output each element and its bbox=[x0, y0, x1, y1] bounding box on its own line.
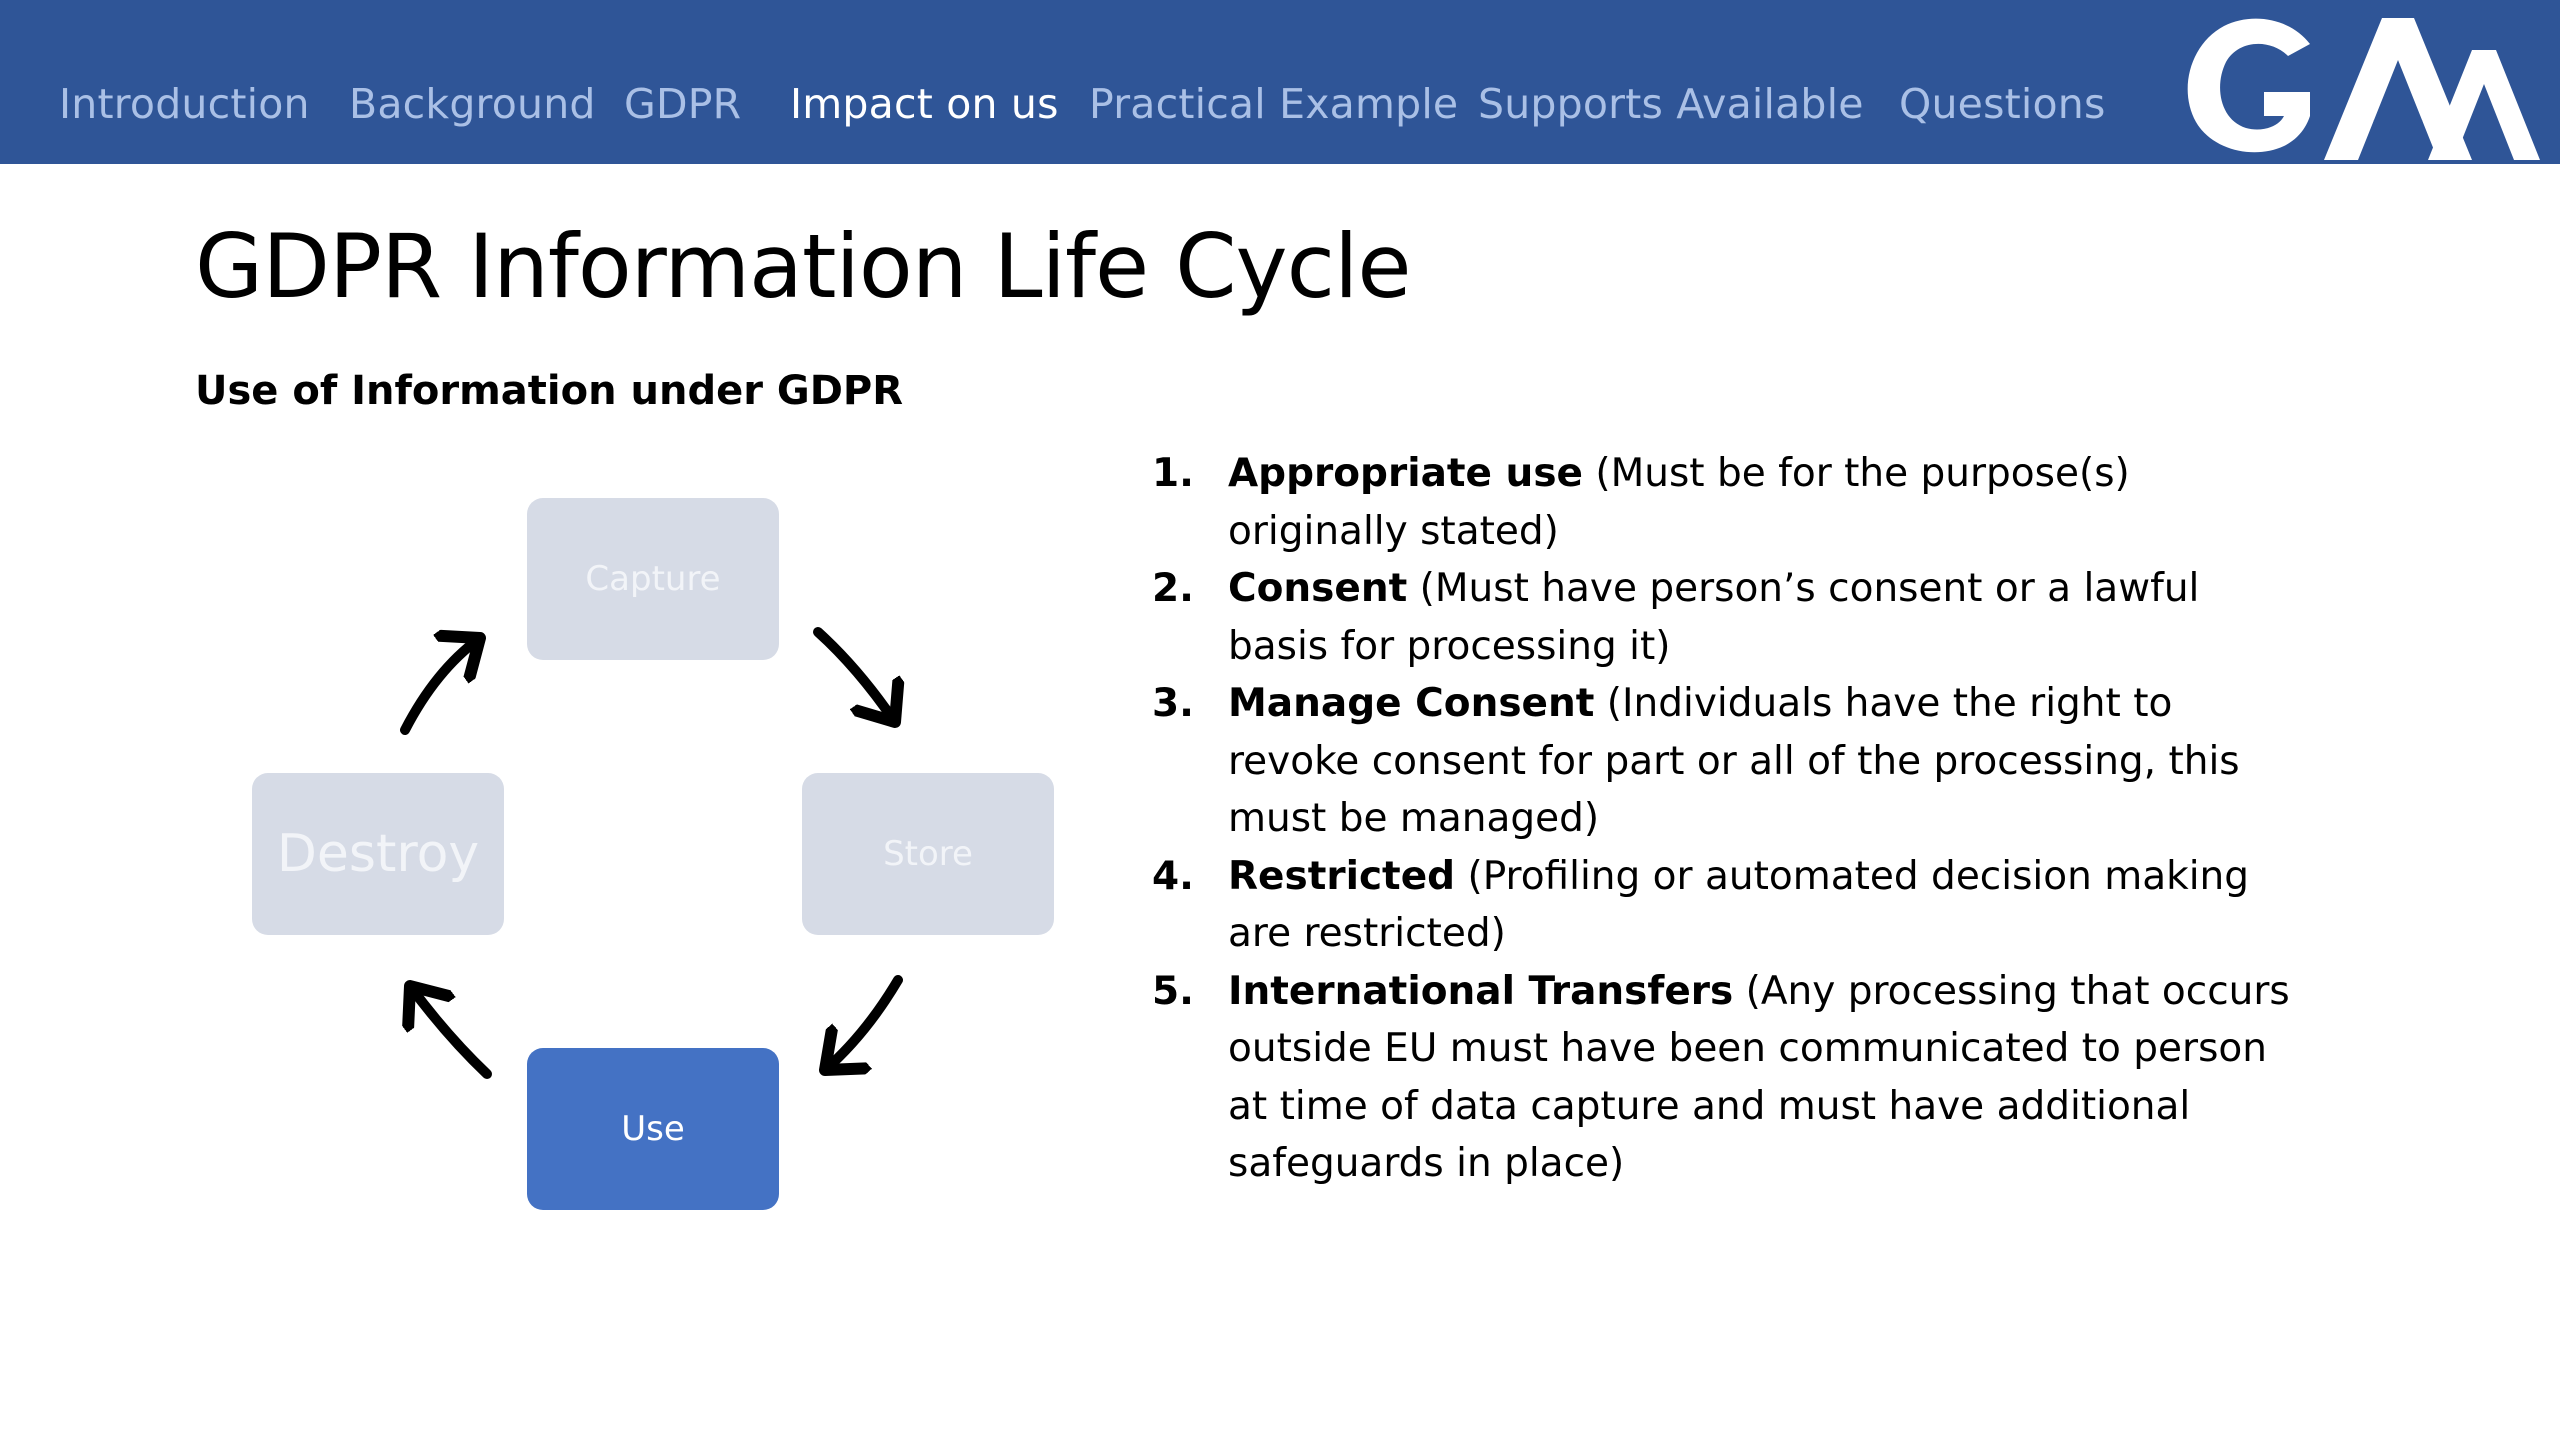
nav-questions[interactable]: Questions bbox=[1899, 80, 2106, 128]
list-item-detail: (Individuals have the right to revoke consent for part or all of the processing, this must be managed) bbox=[1228, 681, 2240, 841]
list-item-number: 3. bbox=[1152, 681, 1194, 726]
nav-introduction[interactable]: Introduction bbox=[59, 80, 310, 128]
list-item-number: 2. bbox=[1152, 566, 1194, 611]
list-item-term: Manage Consent bbox=[1228, 681, 1595, 726]
gaa-logo bbox=[2160, 0, 2560, 164]
gdpr-principles-list bbox=[1152, 445, 2292, 1193]
header-bar bbox=[0, 0, 2560, 164]
cycle-stage-store bbox=[802, 773, 1054, 935]
cycle-stage-destroy bbox=[252, 773, 504, 935]
curved-arrow-icon bbox=[825, 980, 898, 1070]
list-item-number: 4. bbox=[1152, 853, 1194, 899]
list-item bbox=[1152, 445, 2292, 560]
nav-practical-example[interactable]: Practical Example bbox=[1089, 80, 1459, 128]
list-item-term: International Transfers bbox=[1228, 968, 1734, 1014]
list-item-term: Restricted bbox=[1228, 853, 1456, 899]
list-item bbox=[1152, 675, 2292, 848]
curved-arrow-icon bbox=[410, 986, 487, 1074]
cycle-stage-label: Store bbox=[883, 834, 973, 874]
cycle-stage-use bbox=[527, 1048, 779, 1210]
nav-supports-available[interactable]: Supports Available bbox=[1478, 80, 1864, 128]
nav-impact-on-us[interactable]: Impact on us bbox=[790, 80, 1059, 128]
slide-subtitle: Use of Information under GDPR bbox=[195, 368, 904, 414]
list-item-term: Appropriate use bbox=[1228, 451, 1583, 496]
list-item-number: 5. bbox=[1152, 968, 1194, 1014]
list-item bbox=[1152, 963, 2292, 1193]
list-item-term: Consent bbox=[1228, 566, 1408, 611]
list-item-detail: (Any processing that occurs outside EU must have been communicated to person at time of data capture and must have additional safeguards in place) bbox=[1228, 968, 2290, 1186]
list-item-detail: (Must have person’s consent or a lawful basis for processing it) bbox=[1228, 566, 2200, 669]
curved-arrow-icon bbox=[818, 632, 895, 722]
list-item bbox=[1152, 560, 2292, 675]
curved-arrow-icon bbox=[405, 638, 480, 730]
cycle-stage-label: Capture bbox=[585, 559, 721, 599]
nav-gdpr[interactable]: GDPR bbox=[624, 80, 742, 128]
cycle-stage-label: Destroy bbox=[276, 824, 480, 884]
list-item-number: 1. bbox=[1152, 451, 1194, 496]
nav-background[interactable]: Background bbox=[349, 80, 596, 128]
cycle-stage-capture bbox=[527, 498, 779, 660]
list-item-detail: (Must be for the purpose(s) originally stated) bbox=[1228, 451, 2130, 554]
cycle-stage-label: Use bbox=[621, 1109, 685, 1149]
list-item-detail: (Profiling or automated decision making are restricted) bbox=[1228, 853, 2249, 956]
list-item bbox=[1152, 848, 2292, 963]
slide-title: GDPR Information Life Cycle bbox=[195, 215, 1411, 318]
